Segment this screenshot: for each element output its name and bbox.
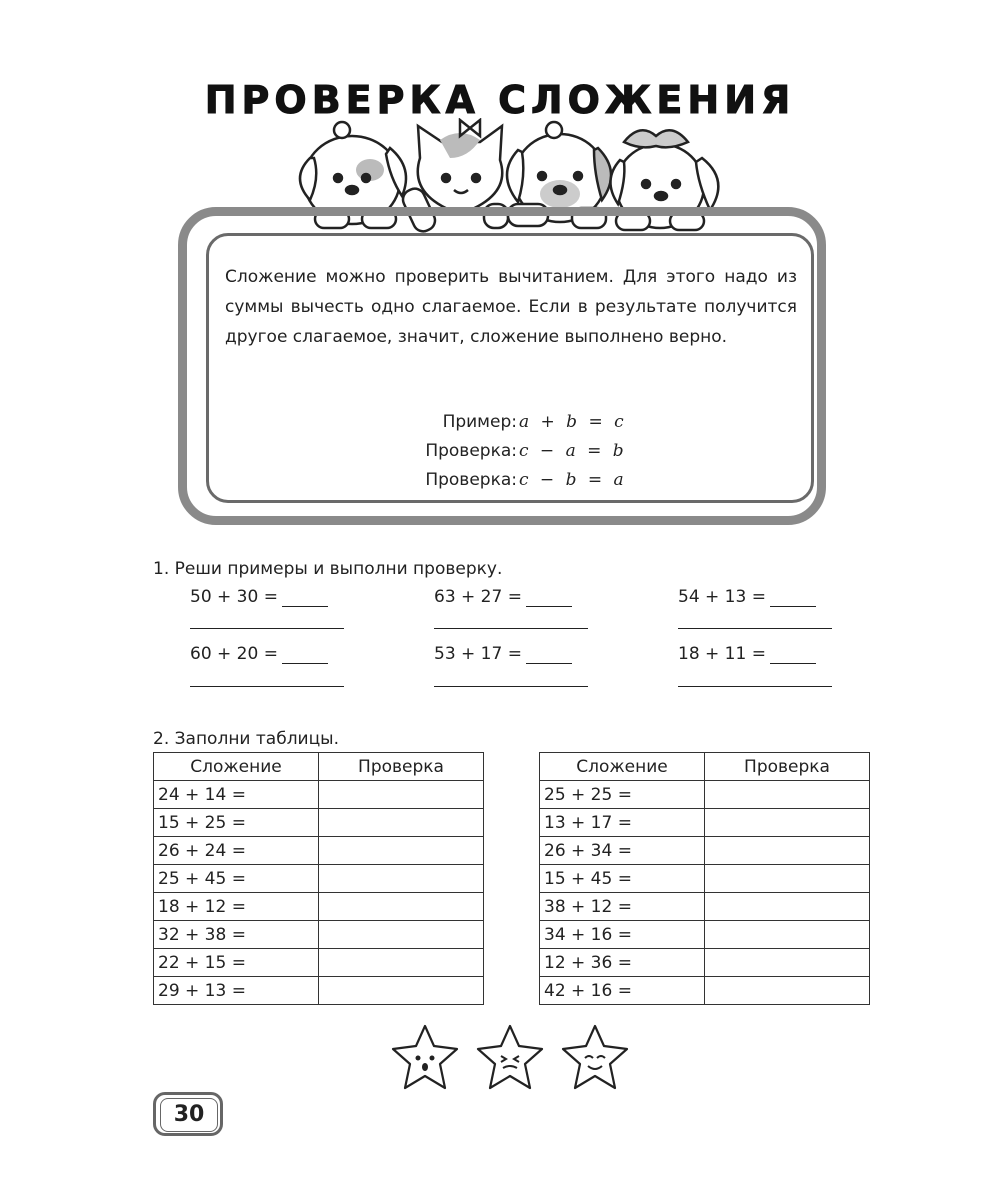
example-formula: a + b = c [519, 412, 624, 432]
problem [190, 587, 328, 607]
sum-cell: 32 + 38 = [154, 921, 319, 949]
problem [434, 644, 572, 664]
sum-cell: 26 + 24 = [154, 837, 319, 865]
check-line[interactable] [190, 686, 344, 687]
problem [434, 587, 572, 607]
answer-blank[interactable] [770, 590, 816, 607]
table-row [154, 865, 484, 893]
check-row [425, 441, 624, 461]
check-line[interactable] [434, 686, 588, 687]
sum-cell: 25 + 25 = [540, 781, 705, 809]
problem-text: 54 + 13 = [678, 587, 766, 607]
check-cell[interactable] [705, 949, 870, 977]
sum-cell: 38 + 12 = [540, 893, 705, 921]
sum-cell: 18 + 12 = [154, 893, 319, 921]
check-line[interactable] [678, 686, 832, 687]
table-row [154, 949, 484, 977]
check-label: Проверка: [425, 441, 517, 461]
sum-cell: 24 + 14 = [154, 781, 319, 809]
table-row [540, 809, 870, 837]
problem [678, 587, 816, 607]
check-line[interactable] [678, 628, 832, 629]
check-cell[interactable] [705, 977, 870, 1005]
check-cell[interactable] [319, 921, 484, 949]
problem [678, 644, 816, 664]
sum-cell: 34 + 16 = [540, 921, 705, 949]
check-cell[interactable] [705, 781, 870, 809]
table-row [154, 893, 484, 921]
problem-text: 18 + 11 = [678, 644, 766, 664]
check-cell[interactable] [319, 865, 484, 893]
page-number-badge [153, 1092, 223, 1136]
sum-cell: 22 + 15 = [154, 949, 319, 977]
page-title: ПРОВЕРКА СЛОЖЕНИЯ [204, 78, 796, 122]
example-row [442, 412, 624, 432]
sum-cell: 26 + 34 = [540, 837, 705, 865]
check-formula: c − a = b [519, 441, 624, 461]
sum-cell: 29 + 13 = [154, 977, 319, 1005]
problem-text: 53 + 17 = [434, 644, 522, 664]
star-icon [563, 1026, 627, 1088]
check-cell[interactable] [319, 949, 484, 977]
rule-text: Сложение можно проверить вычитанием. Для этого надо из суммы вычесть одно слагаемое. Если в результате получится другое слагаемое, значит, сложение выполнено верно. [225, 267, 797, 347]
table-row [540, 837, 870, 865]
column-header: Сложение [154, 753, 319, 781]
sum-cell: 42 + 16 = [540, 977, 705, 1005]
check-cell[interactable] [319, 837, 484, 865]
answer-blank[interactable] [526, 590, 572, 607]
table-row [540, 949, 870, 977]
check-cell[interactable] [319, 809, 484, 837]
sum-cell: 25 + 45 = [154, 865, 319, 893]
problem-text: 60 + 20 = [190, 644, 278, 664]
star-icon [393, 1026, 457, 1088]
check-cell[interactable] [319, 893, 484, 921]
table-row [540, 865, 870, 893]
table-left [153, 752, 484, 1005]
check-label: Проверка: [425, 470, 517, 490]
answer-blank[interactable] [282, 647, 328, 664]
table-row [540, 781, 870, 809]
star-icon [478, 1026, 542, 1088]
example-label: Пример: [442, 412, 517, 432]
answer-blank[interactable] [282, 590, 328, 607]
check-formula: c − b = a [519, 470, 624, 490]
task1-heading: 1. Реши примеры и выполни проверку. [153, 559, 503, 579]
check-cell[interactable] [705, 893, 870, 921]
column-header: Проверка [705, 753, 870, 781]
column-header: Сложение [540, 753, 705, 781]
check-line[interactable] [434, 628, 588, 629]
sum-cell: 12 + 36 = [540, 949, 705, 977]
table-right [539, 752, 870, 1005]
task2-heading: 2. Заполни таблицы. [153, 729, 340, 749]
check-cell[interactable] [705, 865, 870, 893]
table-row [540, 977, 870, 1005]
answer-blank[interactable] [526, 647, 572, 664]
table-row [540, 893, 870, 921]
table-row [154, 837, 484, 865]
check-cell[interactable] [705, 921, 870, 949]
check-row [425, 470, 624, 490]
check-cell[interactable] [705, 837, 870, 865]
problem [190, 644, 328, 664]
check-line[interactable] [190, 628, 344, 629]
table-row [154, 781, 484, 809]
problem-text: 50 + 30 = [190, 587, 278, 607]
problem-text: 63 + 27 = [434, 587, 522, 607]
check-cell[interactable] [319, 977, 484, 1005]
check-cell[interactable] [705, 809, 870, 837]
table-row [154, 977, 484, 1005]
check-cell[interactable] [319, 781, 484, 809]
sum-cell: 15 + 25 = [154, 809, 319, 837]
table-row [154, 809, 484, 837]
table-row [540, 921, 870, 949]
table-row [154, 921, 484, 949]
page-number: 30 [160, 1098, 218, 1132]
stars-decoration [385, 1022, 635, 1094]
answer-blank[interactable] [770, 647, 816, 664]
column-header: Проверка [319, 753, 484, 781]
sum-cell: 13 + 17 = [540, 809, 705, 837]
sum-cell: 15 + 45 = [540, 865, 705, 893]
